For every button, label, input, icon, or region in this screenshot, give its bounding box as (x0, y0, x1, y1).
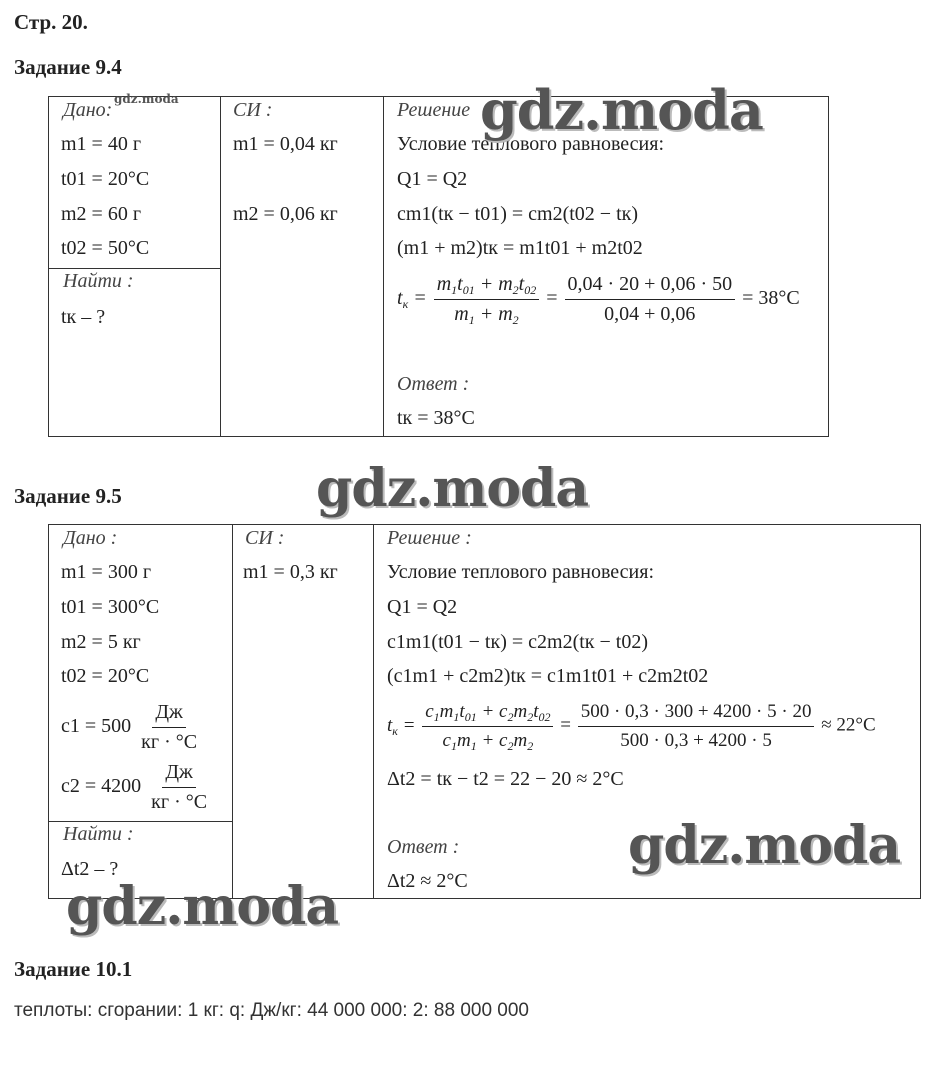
answer-value: tк = 38°C (397, 407, 475, 429)
numeric-fraction: $\frac{0,04 \cdot 20 + 0,06 \cdot 50}{0,04 + 0,06}$ (565, 273, 736, 326)
formula-fraction: $\frac{m_1t_{01} + m_2t_{02}}{m_1 + m_2}$ (434, 273, 540, 326)
si-m1: m1 = 0,04 кг (233, 133, 338, 155)
answer-label: Ответ : (397, 373, 470, 395)
si-m2: m2 = 0,06 кг (233, 203, 338, 225)
find-value: tк – ? (61, 306, 106, 328)
given-t01: t01 = 20°C (61, 168, 150, 190)
si-m1: m1 = 0,3 кг (243, 561, 338, 583)
watermark-logo: gdz.moda (480, 78, 763, 142)
watermark-logo: gdz.moda (316, 458, 589, 519)
formula-fraction: $\frac{c_1m_1t_{01} + c_2m_2t_{02}}{c_1m_1 + c_2m_2}$ (422, 701, 553, 752)
equation-2: c1m1(t01 − tк) = c2m2(tк − t02) (387, 631, 649, 653)
table-divider (373, 525, 374, 898)
condition-text: Условие теплового равновесия: (397, 133, 665, 155)
equation-4: $t_к$ = $\frac{m_1t_{01} + m_2t_{02}}{m_1 + m_2}$ = $\frac{0,04 \cdot 20 + 0,06 \cdot 50}{0,04 + 0,06}$ = 38°C (397, 273, 800, 327)
task-9-4-table (48, 96, 829, 437)
task-9-4-heading: Задание 9.4 (14, 55, 122, 79)
find-label: Найти : (63, 823, 134, 845)
given-label: Дано : (63, 527, 118, 549)
given-t01: t01 = 300°C (61, 596, 160, 618)
equation-3: (c1m1 + c2m2)tк = c1m1t01 + c2m2t02 (387, 665, 709, 687)
given-c2: c2 = 4200 $\frac{Дж}{кг \cdot ^\circ C}$ (61, 761, 212, 814)
watermark-logo: gdz.moda (66, 876, 339, 937)
unit-fraction: $\frac{Дж}{кг \cdot ^\circ C}$ (151, 761, 208, 813)
given-m1: m1 = 40 г (61, 133, 142, 155)
given-m1: m1 = 300 г (61, 561, 152, 583)
page-title: Стр. 20. (14, 10, 88, 34)
given-m2: m2 = 60 г (61, 203, 142, 225)
watermark-logo-small: gdz.moda (114, 92, 179, 106)
table-divider (220, 97, 221, 436)
find-value: Δt2 – ? (61, 858, 119, 880)
watermark-logo: gdz.moda (628, 815, 901, 876)
answer-label: Ответ : (387, 836, 460, 858)
given-t02: t02 = 20°C (61, 665, 150, 687)
answer-value: Δt2 ≈ 2°C (387, 870, 468, 892)
unit-fraction: $\frac{Дж}{кг \cdot ^\circ C}$ (141, 701, 198, 753)
task-10-1-text: теплоты: сгорании: 1 кг: q: Дж/кг: 44 000 000: 2: 88 000 000 (14, 1000, 529, 1021)
equation-1: Q1 = Q2 (387, 596, 458, 618)
given-c1: c1 = 500 $\frac{Дж}{кг \cdot ^\circ C}$ (61, 701, 202, 754)
table-divider (49, 821, 232, 822)
solution-label: Решение (397, 99, 471, 121)
numeric-fraction: $\frac{500 \cdot 0,3 \cdot 300 + 4200 \cdot 5 \cdot 20}{500 \cdot 0,3 + 4200 \cdot 5}$ (578, 701, 815, 752)
given-t02: t02 = 50°C (61, 237, 150, 259)
si-label: СИ : (233, 99, 273, 121)
equation-4: $t_к$ = $\frac{c_1m_1t_{01} + c_2m_2t_{02}}{c_1m_1 + c_2m_2}$ = $\frac{500 \cdot 0,3 \cdot 300 + 4200 \cdot 5 \cdot 20}{500 \cdot 0,3 + 4200 \cdot 5}$ ≈ 22°C (387, 701, 876, 753)
equation-3: (m1 + m2)tк = m1t01 + m2t02 (397, 237, 643, 259)
table-divider (49, 268, 220, 269)
task-9-5-heading: Задание 9.5 (14, 484, 122, 508)
find-label: Найти : (63, 270, 134, 292)
given-m2: m2 = 5 кг (61, 631, 141, 653)
equation-1: Q1 = Q2 (397, 168, 468, 190)
solution-label: Решение : (387, 527, 472, 549)
table-divider (383, 97, 384, 436)
task-10-1-heading: Задание 10.1 (14, 957, 133, 981)
table-divider (232, 525, 233, 898)
equation-5: Δt2 = tк − t2 = 22 − 20 ≈ 2°C (387, 768, 624, 790)
si-label: СИ : (245, 527, 285, 549)
condition-text: Условие теплового равновесия: (387, 561, 655, 583)
equation-2: cm1(tк − t01) = cm2(t02 − tк) (397, 203, 639, 225)
given-label: Дано: (63, 99, 113, 121)
